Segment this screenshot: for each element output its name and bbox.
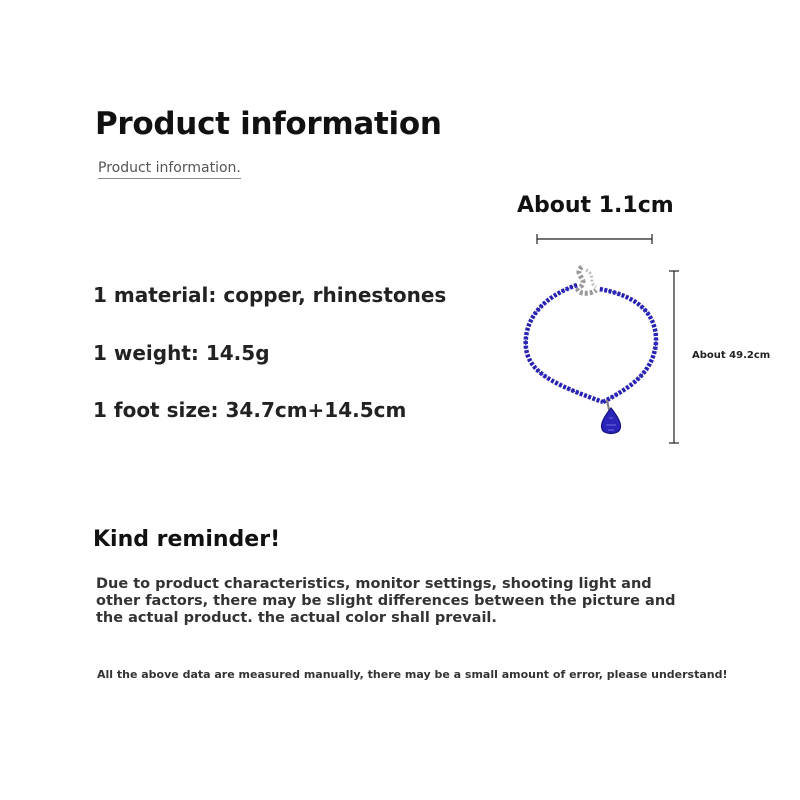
width-dimension-label: About 1.1cm [517,193,674,218]
length-dimension-label: About 49.2cm [692,350,771,361]
length-dimension-line [669,271,679,443]
width-dimension-line [537,234,652,244]
spec-weight: 1 weight: 14.5g [93,341,270,365]
measurement-footnote: All the above data are measured manually, there may be a small amount of error, please understand! [97,668,728,681]
page-subtitle: Product information. [98,160,241,179]
spec-foot-size: 1 foot size: 34.7cm+14.5cm [93,398,407,422]
anklet-image [526,267,656,434]
reminder-title: Kind reminder! [93,527,281,552]
page-title: Product information [95,106,442,142]
spec-material: 1 material: copper, rhinestones [93,283,447,307]
reminder-text: Due to product characteristics, monitor settings, shooting light and other factors, there may be slight differences between the picture and the actual product. the actual color shall prevail. [96,576,676,626]
